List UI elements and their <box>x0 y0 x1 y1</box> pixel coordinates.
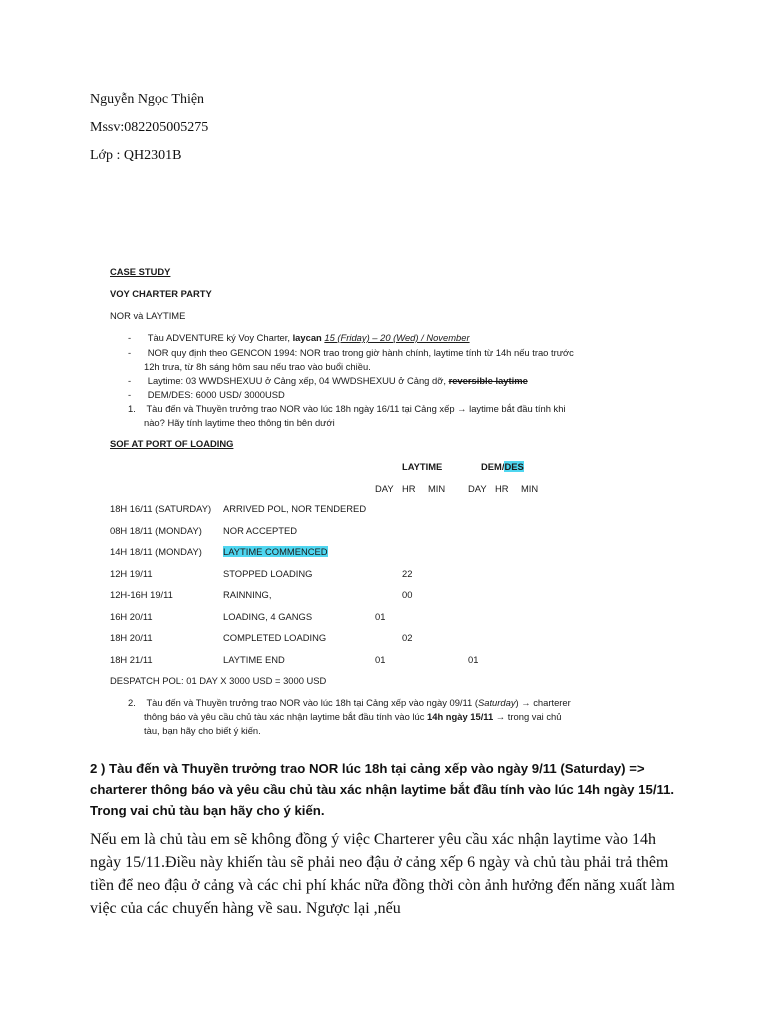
row-time: 12H-16H 19/11 <box>110 589 173 600</box>
numbered-1-line2: nào? Hãy tính laytime theo thông tin bên dưới <box>144 417 335 428</box>
row-event: ARRIVED POL, NOR TENDERED <box>223 503 367 514</box>
col-laytime: LAYTIME <box>402 461 443 472</box>
bullet-2 <box>128 347 574 358</box>
row-dem-day: 01 <box>468 654 479 665</box>
numbered-2-italic: Saturday <box>477 697 516 708</box>
row-time: 16H 20/11 <box>110 611 153 622</box>
col-dem: DEM/ <box>481 461 505 472</box>
row-time: 18H 21/11 <box>110 654 153 665</box>
dash-icon: - <box>128 332 132 343</box>
row-event: STOPPED LOADING <box>223 568 313 579</box>
subcol-hr2: HR <box>495 483 509 494</box>
row-event: RAINNING, <box>223 589 272 600</box>
row-event: LOADING, 4 GANGS <box>223 611 313 622</box>
numbered-2-line3: tàu, bạn hãy cho biết ý kiến. <box>144 725 261 736</box>
numbered-1-line1: Tàu đến và Thuyền trưởng trao NOR vào lúc 18h ngày 16/11 tại Cảng xếp → laytime bắt đầu tính khi <box>146 403 566 414</box>
bullet-3-strike: reversible laytime <box>448 375 528 386</box>
numbered-1 <box>128 403 566 414</box>
question-text: 2 ) Tàu đến và Thuyền trưởng trao NOR lúc 18h tại cảng xếp vào ngày 9/11 (Saturday) => charterer thông báo và yêu cầu chủ tàu xác nhận laytime bắt đầu tính vào lúc 14h ngày 15/11. Trong vai chủ tàu bạn hãy cho ý kiến. <box>90 761 675 818</box>
numbered-2-num: 2. <box>128 697 136 708</box>
row-time: 12H 19/11 <box>110 568 153 579</box>
case-study-subtitle: VOY CHARTER PARTY <box>110 288 212 299</box>
subcol-day2: DAY <box>468 483 487 494</box>
row-time: 14H 18/11 (MONDAY) <box>110 546 202 557</box>
row-laytime-hr: 02 <box>402 632 413 643</box>
sof-title: SOF AT PORT OF LOADING <box>110 438 234 449</box>
student-id: Mssv:082205005275 <box>90 120 209 135</box>
col-dem-des <box>481 461 524 472</box>
numbered-2-line2-post: → trong vai chủ <box>493 711 562 722</box>
numbered-2-line1-post: ) → charterer <box>515 697 571 708</box>
numbered-2-line2 <box>144 711 561 722</box>
dash-icon: - <box>128 375 132 386</box>
row-event: LAYTIME END <box>223 654 285 665</box>
row-event: COMPLETED LOADING <box>223 632 327 643</box>
bullet-1-bold: laycan <box>292 332 325 343</box>
dash-icon: - <box>128 347 132 358</box>
case-study-title: CASE STUDY <box>110 266 171 277</box>
bullet-1-text: Tàu ADVENTURE ký Voy Charter, <box>147 332 293 343</box>
row-laytime-hr: 22 <box>402 568 413 579</box>
row-laytime-day: 01 <box>375 611 386 622</box>
col-des: DES <box>504 461 524 472</box>
bullet-1-underline: 15 (Friday) – 20 (Wed) / November <box>324 332 470 343</box>
row-event-highlighted: LAYTIME COMMENCED <box>223 546 328 557</box>
subcol-hr1: HR <box>402 483 416 494</box>
numbered-2-line1: Tàu đến và Thuyền trưởng trao NOR vào lúc 18h tại Cảng xếp vào ngày 09/11 ( <box>146 697 478 708</box>
student-name: Nguyễn Ngọc Thiện <box>90 92 205 107</box>
subcol-day1: DAY <box>375 483 394 494</box>
bullet-2-line2: 12h trưa, từ 8h sáng hôm sau nếu trao vào buổi chiều. <box>144 361 371 372</box>
numbered-2-line2-pre: thông báo và yêu cầu chủ tàu xác nhận laytime bắt đầu tính vào lúc <box>144 711 428 722</box>
case-study-image <box>104 262 624 744</box>
row-time: 18H 16/11 (SATURDAY) <box>110 503 212 514</box>
dash-icon: - <box>128 389 132 400</box>
row-laytime-day: 01 <box>375 654 386 665</box>
subcol-min1: MIN <box>428 483 446 494</box>
bullet-4-text: DEM/DES: 6000 USD/ 3000USD <box>147 389 285 400</box>
bullet-2-line1: NOR quy định theo GENCON 1994: NOR trao trong giờ hành chính, laytime tính từ 14h nếu trao trước <box>147 347 574 358</box>
despatch-line: DESPATCH POL: 01 DAY X 3000 USD = 3000 USD <box>110 675 327 686</box>
bullet-3 <box>128 375 528 386</box>
row-event: NOR ACCEPTED <box>223 525 297 536</box>
bullet-1 <box>128 332 470 343</box>
case-study-topic: NOR và LAYTIME <box>110 310 186 321</box>
subcol-min2: MIN <box>521 483 539 494</box>
bullet-4 <box>128 389 285 400</box>
row-time: 18H 20/11 <box>110 632 153 643</box>
answer-text: Nếu em là chủ tàu em sẽ không đồng ý việc Charterer yêu cầu xác nhận laytime vào 14h ngày 15/11.Điều này khiến tàu sẽ phải neo đậu ở cảng xếp 6 ngày và chủ tàu phải trả thêm tiền để neo đậu ở cảng và các chi phí khác nữa đồng thời còn ảnh hưởng đến năng xuất làm việc của các chuyến hàng về sau. Ngược lại ,nếu <box>90 831 675 917</box>
row-time: 08H 18/11 (MONDAY) <box>110 525 202 536</box>
numbered-2 <box>128 697 571 708</box>
student-class: Lớp : QH2301B <box>90 148 182 163</box>
row-laytime-hr: 00 <box>402 589 413 600</box>
numbered-1-num: 1. <box>128 403 136 414</box>
bullet-3-text: Laytime: 03 WWDSHEXUU ở Cảng xếp, 04 WWDSHEXUU ở Cảng dỡ, <box>147 375 449 386</box>
numbered-2-line2-bold: 14h ngày 15/11 <box>427 711 494 722</box>
